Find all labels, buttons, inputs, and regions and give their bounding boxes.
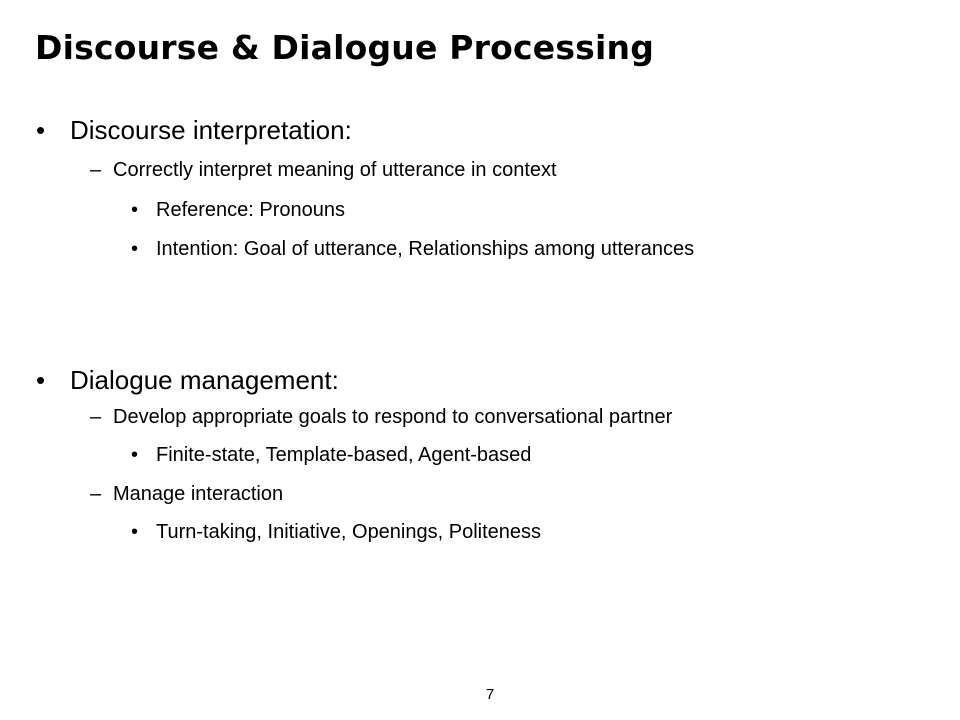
- bullet-icon: •: [131, 199, 139, 221]
- bullet-icon: •: [131, 238, 139, 260]
- sub-item-label: Develop appropriate goals to respond to conversational partner: [113, 406, 673, 428]
- page-number: 7: [485, 686, 495, 703]
- dash-icon: –: [90, 159, 102, 181]
- sub-item-label: Manage interaction: [113, 483, 284, 505]
- slide-title: Discourse & Dialogue Processing: [35, 28, 655, 67]
- subsub-item-label: Reference: Pronouns: [156, 199, 346, 221]
- subsub-item-label: Turn-taking, Initiative, Openings, Politeness: [156, 521, 542, 543]
- subsub-item-label: Finite-state, Template-based, Agent-based: [156, 444, 532, 466]
- bullet-icon: •: [36, 365, 46, 395]
- subsub-item-label: Intention: Goal of utterance, Relationships among utterances: [156, 238, 695, 260]
- bullet-icon: •: [36, 115, 46, 145]
- section-heading: Discourse interpretation:: [70, 115, 352, 145]
- section-heading: Dialogue management:: [70, 365, 339, 395]
- sub-item-label: Correctly interpret meaning of utterance in context: [113, 159, 557, 181]
- bullet-icon: •: [131, 444, 139, 466]
- dash-icon: –: [90, 483, 102, 505]
- dash-icon: –: [90, 406, 102, 428]
- bullet-icon: •: [131, 521, 139, 543]
